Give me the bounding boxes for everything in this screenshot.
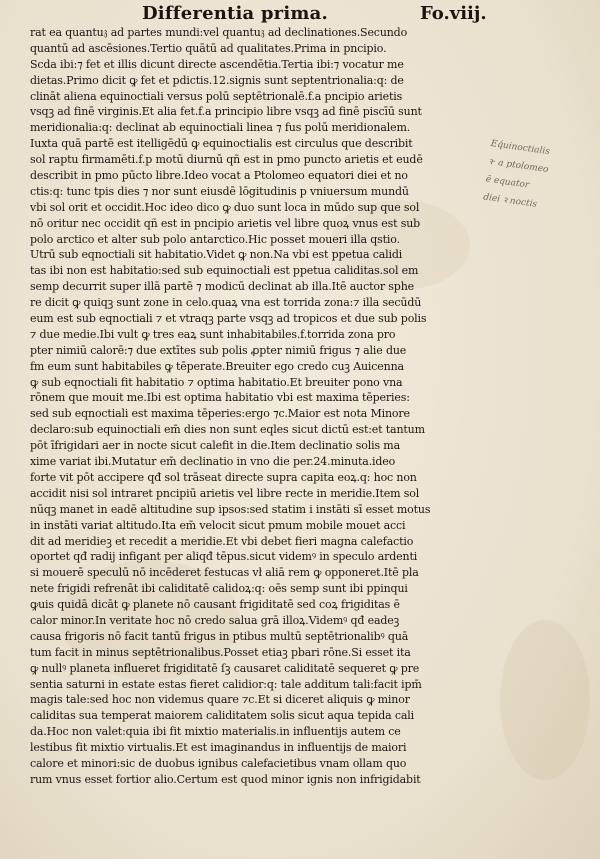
text-line: ⁊ due medie.Ibi vult ꝙ tres eaꝝ sunt inhabitabiles.f.torrida zona pro	[30, 327, 396, 341]
text-line: vsqꝫ ad finē virginis.Et alia fet.f.a principio libre vsqꝫ ad finē piscīū sunt	[30, 105, 422, 119]
text-line: da.Hoc non valet:quia ibi fit mixtio materialis.in influentijs autem ce	[30, 725, 401, 739]
text-line: clināt aliena equinoctiali versus polū septētrionalē.f.a pncipio arietis	[30, 89, 403, 103]
text-line: ctis:q: tunc tpis dies ⁊ nor sunt eiusdē lōgitudinis p vniuersum mundū	[30, 184, 409, 198]
text-line: calore et minori:sic de duobus ignibus calefacietibus vnam ollam quo	[30, 756, 407, 770]
marginal-note-line: ꝛ· a ptolomeo	[487, 156, 549, 176]
text-line: eum est sub eqnoctiali ⁊ et vtraqꝫ parte vsqꝫ ad tropicos et due sub polis	[30, 312, 427, 326]
text-line: in instāti variat altitudo.Ita em̄ velocit sicut pmum mobile mouet acci	[30, 518, 406, 532]
text-line: sed sub eqnoctiali est maxima tēperies:ergo ⁊c.Maior est nota Minore	[30, 407, 410, 421]
text-line: oportet qđ radij infigant per aliqđ tēpus.sicut videmꝰ in speculo ardenti	[30, 550, 418, 564]
text-line: quantū ad ascēsiones.Tertio quātū ad qualitates.Prima in pncipio.	[30, 41, 387, 55]
text-line: rat ea quantu𝔷 ad partes mundi:vel quantu𝔷 ad declinationes.Secundo	[30, 26, 408, 39]
paper-stain	[500, 620, 590, 780]
text-line: rum vnus esset fortior alio.Certum est quod minor ignis non infrigidabit	[30, 772, 421, 786]
running-title: Differentia prima.	[142, 3, 328, 24]
text-line: sol raptu firmamēti.f.p motū diurnū qñ est in pmo puncto arietis et eudē	[30, 153, 423, 167]
text-line: lestibus fit mixtio virtualis.Et est imaginandus in influentijs de maiori	[30, 741, 407, 755]
text-line: dit ad meridieꝫ et recedit a meridie.Et vbi debet fieri magna calefactio	[30, 534, 414, 548]
text-line: tum facit in minus septētrionalibus.Posset etiaꝫ pbari rōne.Si esset ita	[30, 645, 411, 659]
text-line: describit in pmo pūcto libre.Ideo vocat a Ptolomeo equatori diei et no	[30, 169, 408, 183]
text-line: calor minor.In veritate hoc nō credo salua grā illoꝝ.Videmꝰ qđ eadeꝫ	[30, 613, 400, 627]
marginal-note-line: ē equator	[485, 174, 530, 191]
text-line: ꝙuis quidā dicāt ꝙ planete nō causant frigiditatē sed coꝝ frigiditas ē	[30, 598, 400, 612]
text-line: tas ibi non est habitatio:sed sub equinoctiali est ppetua caliditas.sol em	[30, 264, 419, 278]
text-line: Iuxta quā partē est itelligēdū ꝙ equinoctialis est circulus que describit	[30, 137, 413, 151]
text-line: xime variat ibi.Mutatur em̄ declinatio in vno die per.24.minuta.ideo	[30, 455, 396, 469]
text-line: causa frigoris nō facit tantū frigus in ptibus multū septētrionalibꝰ quā	[30, 629, 409, 643]
text-line: Scda ibi:⁊ fet et illis dicunt directe ascendētia.Tertia ibi:⁊ vocatur me	[30, 57, 404, 71]
marginal-note-line: diei ꝛ noctis	[482, 192, 538, 210]
text-line: caliditas sua temperat maiorem caliditatem solis sicut aqua tepida cali	[30, 709, 415, 723]
page-header	[0, 3, 600, 25]
text-line: nūqꝫ manet in eadē altitudine sup ipsos:sed statim i instāti sī esset motus	[30, 502, 431, 516]
text-line: nō oritur nec occidit qñ est in pncipio arietis vel libre quoꝝ vnus est sub	[30, 216, 421, 230]
text-line: dietas.Primo dicit ꝙ fet et pdictis.12.signis sunt septentrionalia:q: de	[30, 73, 404, 87]
text-line: ꝙ nullꝰ planeta influeret frigiditatē ſꝫ causaret caliditatē sequeret ꝙ pre	[30, 661, 420, 675]
text-line: ꝙ sub eqnoctiali fit habitatio ⁊ optima habitatio.Et breuiter pono vna	[30, 375, 403, 389]
folio-number: Fo.viij.	[420, 3, 487, 24]
text-line: pōt īfrigidari aer in nocte sicut calefit in die.Item declinatio solis ma	[30, 439, 400, 453]
text-line: forte vit pōt accipere qđ sol trāseat directe supra capita eoꝝ.q: hoc non	[30, 470, 417, 484]
marginal-note-line: Eq́uinoctialis	[490, 138, 551, 158]
text-line: Utrū sub eqnoctiali sit habitatio.Videt ꝙ non.Na vbi est ppetua calidi	[30, 248, 403, 262]
handwritten-marginal-note	[482, 135, 599, 221]
text-line: sentia saturni in estate estas fieret calidior:q: tale additum tali:facit ipm̄	[30, 677, 422, 691]
text-line: pter nimiū calorē:⁊ due extītes sub polis ꝓpter nimiū frigus ⁊ alie due	[30, 343, 407, 357]
text-line: meridionalia:q: declinat ab equinoctiali linea ⁊ fus polū meridionalem.	[30, 121, 411, 135]
text-line: magis tale:sed hoc non videmus quare ⁊c.Et si diceret aliquis ꝙ minor	[30, 693, 410, 707]
text-line: nete frigidi refrenāt ibi caliditatē calidoꝝ:q: oēs semp sunt ibi ppinqui	[30, 582, 408, 596]
text-line: re dicit ꝙ quiqꝫ sunt zone in celo.quaꝝ vna est torrida zona:⁊ illa secūdū	[30, 296, 422, 310]
text-column	[30, 25, 485, 788]
text-line: rōnem que mouit me.Ibi est optima habitatio vbi est maxima tēperies:	[30, 391, 410, 405]
text-line: si mouerē speculū nō incēderet festucas vł aliā rem ꝙ opponeret.Itē pla	[30, 566, 419, 580]
text-line: semp decurrit super illā partē ⁊ modicū declinat ab illa.Itē auctor sphe	[30, 280, 414, 294]
text-line: polo arctico et alter sub polo antarctico.Hic posset moueri illa qstio.	[30, 232, 400, 246]
text-line: vbi sol orit et occidit.Hoc ideo dico ꝙ duo sunt loca in mūdo sup que sol	[30, 200, 420, 214]
text-line: fm eum sunt habitabiles ꝙ tēperate.Breuiter ego credo cuꝫ Auicenna	[30, 359, 404, 373]
text-line: accidit nisi sol intraret pncipiū arietis vel libre recte in meridie.Item sol	[30, 486, 420, 500]
text-line: declaro:sub equinoctiali em̄ dies non sunt eqles sicut dictū est:et tantum	[30, 423, 425, 437]
